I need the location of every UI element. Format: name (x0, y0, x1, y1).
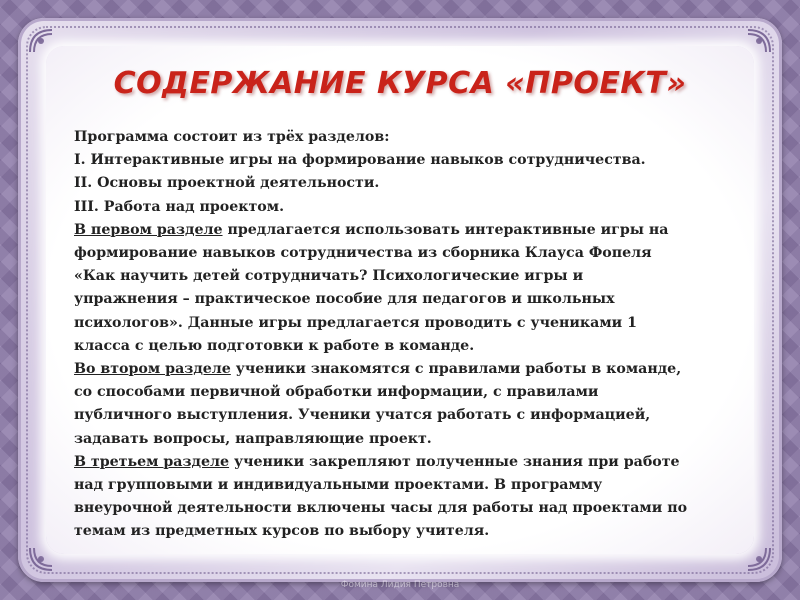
text-line-content: предлагается использовать интерактивные игры на (222, 221, 669, 238)
text-line (74, 404, 739, 427)
text-line-content: внеурочной деятельности включены часы для работы над проектами по (74, 500, 688, 517)
footer-author: Фомина Лидия Петровна (340, 580, 460, 590)
corner-ornament-icon (28, 28, 54, 54)
text-line-content: Программа состоит из трёх разделов: (74, 129, 390, 145)
text-line (74, 451, 739, 474)
corner-ornament-icon (746, 28, 772, 54)
text-line-content: класса с целью подготовки к работе в команде. (74, 337, 475, 354)
text-line-content: I. Интерактивные игры на формирование навыков сотрудничества. (74, 152, 646, 169)
section-heading-underlined: Во втором разделе (74, 361, 231, 378)
text-line (74, 358, 739, 381)
corner-ornament-icon (28, 546, 54, 572)
section-heading-underlined: В первом разделе (74, 221, 223, 238)
text-line (74, 172, 739, 195)
text-line (74, 497, 739, 520)
text-line (74, 196, 739, 219)
corner-ornament-icon (746, 546, 772, 572)
text-line-content: задавать вопросы, направляющие проект. (74, 430, 432, 447)
text-line-content: публичного выступления. Ученики учатся работать с информацией, (74, 407, 651, 424)
text-line (74, 520, 739, 543)
slide-title: СОДЕРЖАНИЕ КУРСА «ПРОЕКТ» (113, 66, 687, 101)
text-line (74, 265, 739, 288)
text-line (74, 312, 739, 335)
text-line (74, 242, 739, 265)
text-line-content: психологов». Данные игры предлагается проводить с учениками 1 (74, 314, 638, 331)
text-line (74, 428, 739, 451)
text-line (74, 219, 739, 242)
text-line-content: ученики закрепляют полученные знания при работе (229, 453, 680, 470)
text-line-content: со способами первичной обработки информации, с правилами (74, 384, 599, 401)
text-line-content: формирование навыков сотрудничества из сборника Клауса Фопеля (74, 245, 652, 262)
text-line (74, 126, 739, 149)
text-line-content: упражнения – практическое пособие для педагогов и школьных (74, 291, 615, 308)
text-line (74, 381, 739, 404)
slide-body-text (74, 126, 739, 544)
text-line-content: над групповыми и индивидуальными проектами. В программу (74, 477, 603, 494)
text-line (74, 335, 739, 358)
text-line-content: III. Работа над проектом. (74, 198, 285, 215)
text-line-content: «Как научить детей сотрудничать? Психологические игры и (74, 268, 584, 285)
text-line (74, 474, 739, 497)
text-line-content: ученики знакомятся с правилами работы в команде, (230, 361, 682, 378)
text-line (74, 288, 739, 311)
section-heading-underlined: В третьем разделе (74, 453, 230, 470)
text-line-content: темам из предметных курсов по выбору учителя. (74, 523, 490, 540)
text-line-content: II. Основы проектной деятельности. (74, 175, 380, 192)
text-line (74, 149, 739, 172)
